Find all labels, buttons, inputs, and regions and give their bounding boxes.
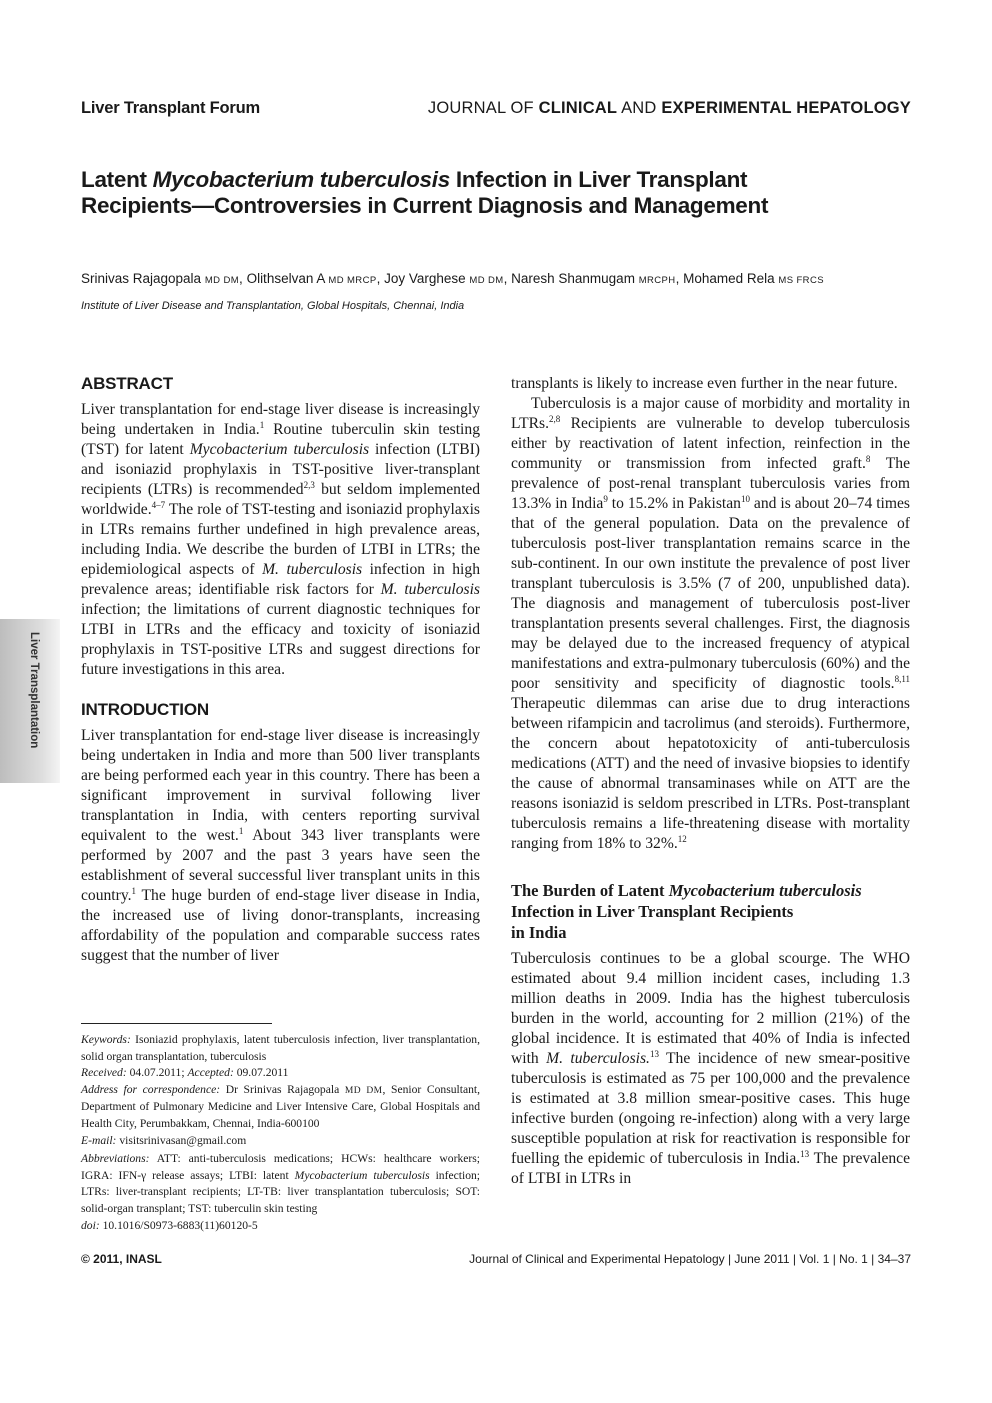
article-title: Latent Mycobacterium tuberculosis Infection in Liver Transplant Recipients—Controversies in Current Diagnosis and Management [81, 167, 769, 218]
correspondence: Address for correspondence: Dr Srinivas Rajagopala MD DM, Senior Consultant, Department of Pulmonary Medicine and Liver Intensive Care, Global Hospitals and Health City, Perumbakkam, Chennai, India-600100 [81, 1082, 481, 1130]
author-list: Srinivas Rajagopala MD DM, Olithselvan A MD MRCP, Joy Varghese MD DM, Naresh Shanmugam MRCPH, Mohamed Rela MS FRCS [81, 271, 824, 286]
introduction-heading: INTRODUCTION [81, 700, 209, 719]
doi: doi: 10.1016/S0973-6883(11)60120-5 [81, 1218, 258, 1232]
author-degree: MD DM [204, 275, 240, 286]
affiliation: Institute of Liver Disease and Transplantation, Global Hospitals, Chennai, India [81, 300, 465, 312]
author-degree: MRCPH [638, 275, 676, 286]
paragraph: transplants is likely to increase even further in the near future. [511, 375, 898, 392]
right-column [511, 374, 910, 1189]
subsection-heading: The Burden of Latent Mycobacterium tuberculosis Infection in Liver Transplant Recipients in India [511, 881, 862, 942]
left-column [81, 374, 480, 966]
author-name: Olithselvan A [246, 271, 325, 286]
abstract-heading: ABSTRACT [81, 374, 173, 393]
paragraph: Tuberculosis is a major cause of morbidity and mortality in LTRs.$^{2,8}$ Recipients are vulnerable to develop tuberculosis either by reactivation of latent infection, reinfection in the community or transmission from infected graft.$^8$ The prevalence of post-renal transplant tuberculosis varies from 13.3% in India$^9$ to 15.2% in Pakistan$^{10}$ and is about 20–74 times that of the general population. Data on the prevalence of tuberculosis post-liver transplantation remains scarce in the sub-continent. In our own institute the prevalence of post liver transplant tuberculosis is 3.5% (7 of 200, unpublished data). The diagnosis and management of tuberculosis post-liver transplantation presents several challenges. First, the diagnosis may be delayed due to the increased frequency of atypical manifestations and extra-pulmonary tuberculosis (60%) and the poor sensitivity and specificity of diagnostic tools.$^{8,11}$ Therapeutic dilemmas can arise due to drug interactions between rifampicin and tacrolimus (and steroids). Furthermore, the concern about hepatotoxicity of anti-tuberculosis medications (ATT) and the need of invasive biopsies to identify the cause of abnormal transaminases while on ATT are the reasons isoniazid is seldom prescribed in LTRs. Post-transplant tuberculosis remains a life-threatening disease with mortality ranging from 18% to 32%.$^{12}$ [511, 395, 910, 852]
author-degree: MS FRCS [778, 275, 824, 286]
author-name: Srinivas Rajagopala [81, 271, 202, 286]
paragraph: Tuberculosis continues to be a global scourge. The WHO estimated about 9.4 million incident cases, including 1.3 million deaths in 2009. India has the highest tuberculosis burden in the world, accounting for 2 million (21%) of the global incidence. It is estimated that 40% of India is infected with M. tuberculosis.$^{13}$ The incidence of new smear-positive tuberculosis is estimated as 75 per 100,000 and the prevalence is estimated at 3.8 million smear-positive cases. This huge infective burden (ongoing re-infection) along with a very large susceptible population at risk for reactivation is responsible for fuelling the epidemic of tuberculosis in India.$^{13}$ The prevalence of LTBI in LTRs in [511, 950, 911, 1187]
doi-link[interactable]: 10.1016/S0973-6883(11)60120-5 [99, 1218, 258, 1232]
copyright: © 2011, INASL [81, 1252, 162, 1266]
section-label: Liver Transplant Forum [81, 99, 260, 117]
author-name: Mohamed Rela [683, 271, 775, 286]
email: E-mail: visitsrinivasan@gmail.com [81, 1133, 247, 1147]
author-name: Joy Varghese [384, 271, 466, 286]
dates: Received: 04.07.2011; Accepted: 09.07.2011 [81, 1066, 289, 1080]
introduction-text: Liver transplantation for end-stage liver disease is increasingly being undertaken in India and more than 500 liver transplants are being performed each year in this country. There has been a significant improvement in survival following liver transplantation in India, with centers reporting survival equivalent to the west.$^1$ About 343 liver transplants were performed by 2007 and the past 3 years have seen the establishment of several successful liver transplant units in this country.$^1$ The huge burden of end-stage liver disease in India, the increased use of living donor-transplants, increasing affordability of the population and comparable success rates suggest that the number of liver [81, 727, 480, 964]
abstract-text: Liver transplantation for end-stage liver disease is increasingly being undertaken in India.$^1$ Routine tuberculin skin testing (TST) for latent Mycobacterium tuberculosis infection (LTBI) and isoniazid prophylaxis in TST-positive liver-transplant recipients (LTRs) is recommended$^{2,3}$ but seldom implemented worldwide.$^{4-7}$ The role of TST-testing and isoniazid prophylaxis in LTRs remains further undefined in high prevalence areas, including India. We describe the burden of LTBI in LTRs; the epidemiological aspects of M. tuberculosis infection in high prevalence areas; identifiable risk factors for M. tuberculosis infection; the limitations of current diagnostic techniques for LTBI in LTRs and the efficacy and toxicity of isoniazid prophylaxis in TST-positive LTRs and suggest directions for future investigations in this area. [81, 401, 480, 678]
keywords: Keywords: Isoniazid prophylaxis, latent tuberculosis infection, liver transplantation, solid organ transplantation, tuberculosis [81, 1033, 480, 1063]
author-name: Naresh Shanmugam [511, 271, 635, 286]
author-degree: MD DM [469, 275, 504, 286]
citation: Journal of Clinical and Experimental Hepatology | June 2011 | Vol. 1 | No. 1 | 34–37 [469, 1252, 911, 1266]
abbreviations: Abbreviations: ATT: anti-tuberculosis medications; HCWs: healthcare workers; IGRA: IFN-γ release assays; LTBI: latent Mycobacterium tuberculosis infection; LTRs: liver-transplant recipients; LT-TB: liver transplantation tuberculosis; SOT: solid-organ transplant; TST: tuberculin skin testing [81, 1152, 481, 1215]
email-link[interactable]: visitsrinivasan@gmail.com [116, 1133, 247, 1147]
author-degree: MD MRCP [328, 275, 377, 286]
side-tab-label: Liver Transplantation [28, 632, 40, 749]
footnotes [81, 1032, 480, 1234]
footnote-divider [81, 1023, 272, 1024]
journal-name: JOURNAL OF CLINICAL AND EXPERIMENTAL HEPATOLOGY [427, 99, 911, 117]
